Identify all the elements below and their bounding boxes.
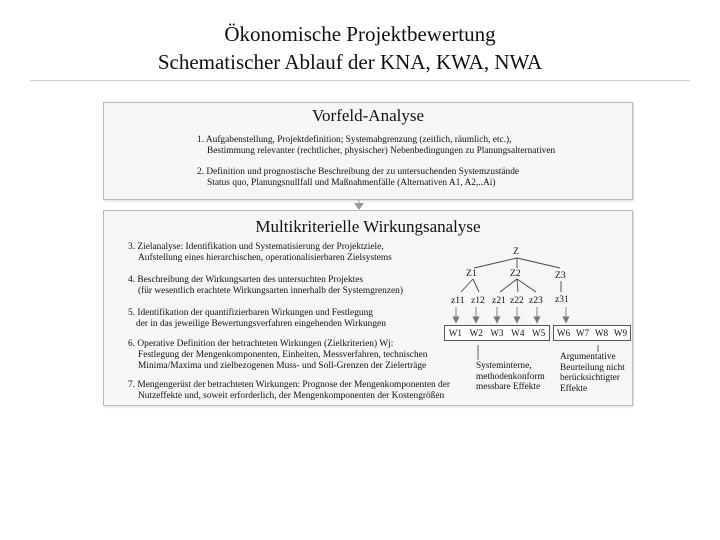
w-item: W5 — [531, 328, 546, 338]
tree-node-z2: Z2 — [510, 268, 521, 279]
step3-line2: Aufstellung eines hierarchischen, operationalisierbaren Zielsystems — [138, 253, 392, 263]
step6-line2: Festlegung der Mengenkomponenten, Einheiten, Messverfahren, technischen — [138, 350, 428, 360]
w-item: W6 — [556, 328, 571, 338]
vorfeld-heading: Vorfeld-Analyse — [311, 106, 425, 125]
step3-line1: 3. Zielanalyse: Identifikation und Systematisierung der Projektziele, — [128, 242, 384, 252]
w-group-argumentative — [553, 325, 631, 341]
w-item: W1 — [448, 328, 463, 338]
wirkungsanalyse-heading: Multikriterielle Wirkungsanalyse — [255, 217, 481, 236]
vorfeld-item1-line2: Bestimmung relevanter (rechtlicher, physischer) Nebenbedingungen zu Planungsalternativen — [207, 146, 556, 156]
step5-line2: der in das jeweilige Bewertungsverfahren eingehenden Wirkungen — [136, 319, 386, 329]
panel-connector-arrow — [354, 203, 364, 210]
w-item: W2 — [469, 328, 483, 338]
w-arrows — [456, 307, 566, 320]
step4-line2: (für wesentlich erachtete Wirkungsarten innerhalb der Systemgrenzen) — [138, 286, 403, 296]
step6-line1: 6. Operative Definition der betrachteten Wirkungen (Zielkriterien) Wj: — [128, 339, 394, 349]
tree-root-z: Z — [513, 246, 519, 257]
tree-leaf-z22: z22 — [510, 295, 524, 306]
tree-leaf-z12: z12 — [471, 295, 485, 306]
tree-leaf-z23: z23 — [529, 295, 543, 306]
tree-leaf-z11: z11 — [451, 295, 465, 306]
step7-line2: Nutzeffekte und, soweit erforderlich, der Mengenkomponenten der Kostengrößen — [138, 391, 445, 401]
w-item: W3 — [490, 328, 504, 338]
w-group-measurable — [444, 325, 550, 341]
step5-line1: 5. Identifikation der quantifizierbaren Wirkungen und Festlegung — [128, 308, 373, 318]
title-line1: Ökonomische Projektbewertung — [224, 22, 496, 46]
w-item: W4 — [511, 328, 525, 338]
vorfeld-item1-line1: 1. Aufgabenstellung, Projektdefinition; Systemabgrenzung (zeitlich, räumlich, etc.), — [197, 135, 512, 145]
step4-line1: 4. Beschreibung der Wirkungsarten des untersuchten Projektes — [128, 275, 364, 285]
vorfeld-item2-line2: Status quo, Planungsnullfall und Maßnahmenfälle (Alternativen A1, A2,..Ai) — [207, 178, 496, 188]
step7-line1: 7. Mengengerüst der betrachteten Wirkungen: Prognose der Mengenkomponenten der — [128, 380, 451, 390]
tree-leaf-z21: z21 — [492, 295, 506, 306]
w-item: W9 — [613, 328, 628, 338]
w-item: W7 — [575, 328, 590, 338]
title-line2: Schematischer Ablauf der KNA, KWA, NWA — [157, 50, 543, 74]
note-argumentative: Argumentative Beurteilung nicht berücksichtigter Effekte — [560, 352, 625, 394]
vorfeld-item2-line1: 2. Definition und prognostische Beschreibung der zu untersuchenden Systemzustände — [197, 167, 520, 177]
w-item: W8 — [594, 328, 609, 338]
tree-node-z1: Z1 — [466, 268, 477, 279]
tree-node-z3: Z3 — [555, 270, 566, 281]
note-measurable: Systeminterne, methodenkonform messbare Effekte — [476, 361, 545, 392]
tree-leaf-z31: z31 — [555, 294, 569, 305]
step6-line3: Minima/Maxima und zielbezogenen Muss- und Soll-Grenzen der Zielerträge — [138, 361, 427, 371]
